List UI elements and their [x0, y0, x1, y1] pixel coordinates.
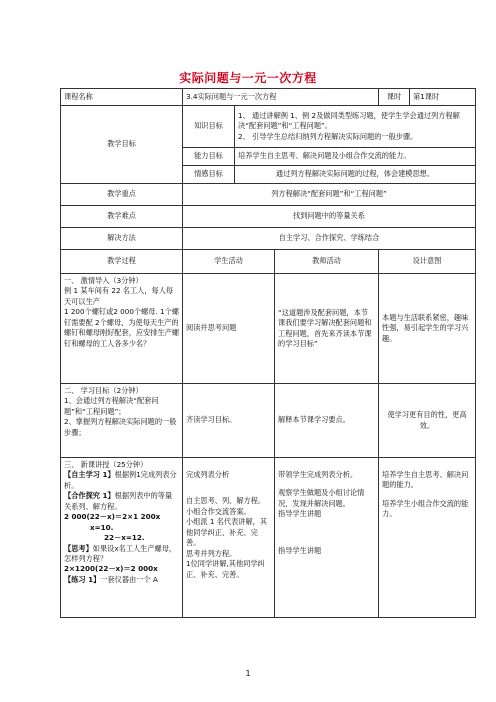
focus-value: 列方程解决“配套问题”和“工程问题”	[183, 184, 476, 206]
knowledge-value	[235, 106, 476, 148]
new-lesson-design-intent	[379, 458, 476, 618]
intro-content	[61, 274, 183, 384]
method-row	[61, 228, 476, 250]
goals-heading: 二、 学习目标（2分钟）	[64, 386, 143, 395]
knowledge-item-1: 1、 通过讲解例 1、例 2及做同类型练习题，使学生学会通过列方程解决“配套问题”和“工程问题”。	[238, 110, 460, 131]
student-activity-header: 学生活动	[183, 250, 275, 274]
intro-design-intent: 本题与生活联系紧密，趣味性强，易引起学生的学习兴趣。	[379, 274, 476, 384]
cooperative-tag: 【合作探究 1】	[64, 491, 115, 501]
teacher-activity-header: 教师活动	[275, 250, 379, 274]
student-step-2: 自主思考、列、解方程。小组合作交流答案。	[186, 496, 266, 516]
goals-item-1: 1、会通过列方程解决“配套问题”和“工程问题”；	[64, 396, 159, 416]
practice-item	[64, 575, 179, 585]
teacher-step-2: 观察学生做题及小组讨论情况，发现并解决问题。	[278, 488, 365, 508]
equation-4: 2×1200(22－x)＝2 000x	[64, 564, 158, 574]
knowledge-row	[61, 106, 476, 148]
ability-value: 培养学生自主思考、解决问题及小组合作交流的能力。	[235, 148, 476, 166]
teacher-step-3: 指导学生讲题	[278, 509, 322, 519]
intro-heading: 一、 激情导入（3分钟）	[64, 276, 143, 285]
course-label: 课程名称	[61, 89, 183, 106]
course-row	[61, 89, 476, 106]
goals-item-2: 2、掌握列方程解决实际问题的一般步骤；	[64, 417, 177, 437]
emotion-value: 通过列方程解决实际问题的过程，体会建模思想。	[235, 166, 476, 184]
hours-value: 第1课时	[410, 89, 476, 106]
intent-item-1: 培养学生自主思考、解决问题的能力。	[382, 470, 469, 490]
knowledge-item-2: 2、 引导学生总结归纳列方程解决实际问题的一般步骤。	[238, 131, 418, 141]
new-lesson-student-activity	[183, 458, 275, 618]
focus-label: 教学重点	[61, 184, 183, 206]
knowledge-label: 知识目标	[183, 106, 235, 148]
student-step-5: 1位同学讲解,其他同学纠正、补充、完善。	[186, 559, 265, 579]
goals-student-activity: 齐读学习目标。	[183, 384, 275, 458]
teacher-step-1: 带领学生完成列表分析。	[278, 470, 358, 479]
design-intent-header: 设计意图	[379, 250, 476, 274]
section-intro-row	[61, 274, 476, 384]
difficulty-row	[61, 206, 476, 228]
intro-example: 例 1 某车间有 22 名工人，每人每天可以生产	[64, 286, 174, 306]
new-lesson-heading: 三、 新课讲授（25分钟）	[64, 460, 148, 469]
method-value: 自主学习、合作探究、学练结合	[183, 228, 476, 250]
goals-label: 教学目标	[61, 106, 183, 184]
document-title: 实际问题与一元一次方程	[179, 71, 317, 85]
equation-2: x=10.	[90, 522, 114, 532]
intro-student-activity: 阅读并思考问题	[183, 274, 275, 384]
think-text: 如果设x名工人生产螺母，怎样列方程？	[64, 543, 177, 563]
self-study-tag: 【自主学习 1】	[64, 470, 115, 480]
new-lesson-content	[61, 458, 183, 618]
intro-problem: 1 200个螺钉或2 000个螺母. 1个螺钉需要配 2个螺母，为使每天生产的螺钉和螺母刚好配套，应安排生产螺钉和螺母的工人各多少名？	[64, 307, 180, 348]
think-item	[64, 544, 179, 565]
goals-teacher-activity: 解释本节课学习要点。	[275, 384, 379, 458]
think-tag: 【思考】	[64, 543, 93, 553]
practice-text: 一套仪器由一个 A	[100, 574, 158, 584]
goals-design-intent: 使学习更有目的性，更高效。	[379, 384, 476, 458]
emotion-label: 情感目标	[183, 166, 235, 184]
ability-label: 能力目标	[183, 148, 235, 166]
cooperative-text: 根据列表中的等量关系列、解方程。	[64, 491, 173, 511]
student-step-3: 小组派 1 名代表讲解，其他同学纠正、补充、完善。	[186, 517, 268, 548]
section-goals-row	[61, 384, 476, 458]
section-new-lesson-row	[61, 458, 476, 618]
student-step-1: 完成列表分析	[186, 470, 230, 479]
focus-row	[61, 184, 476, 206]
intro-teacher-activity: “这道题涉及配套问题，本节课我们要学习解决配套问题和工程问题，首先来齐读本节课的学习目标”	[275, 274, 379, 384]
cooperative-item	[64, 491, 179, 512]
method-label: 解决方法	[61, 228, 183, 250]
lesson-plan-table	[60, 88, 476, 618]
difficulty-value: 找到问题中的等量关系	[183, 206, 476, 228]
equation-3: 22－x=12.	[104, 533, 145, 543]
intent-item-2: 培养学生小组合作交流的能力。	[382, 498, 469, 519]
self-study-text: 根据例1完成列表分析。	[64, 470, 177, 490]
new-lesson-teacher-activity	[275, 458, 379, 618]
process-header: 教学过程	[61, 250, 183, 274]
difficulty-label: 教学难点	[61, 206, 183, 228]
page-number: 1	[245, 669, 251, 678]
teacher-step-4: 指导学生讲题	[278, 545, 322, 555]
student-step-4: 思考并列方程。	[186, 548, 237, 558]
goals-content	[61, 384, 183, 458]
equation-1: 2 000(22－x)＝2×1 200x	[64, 512, 161, 522]
process-header-row	[61, 250, 476, 274]
self-study-item	[64, 470, 179, 491]
hours-label: 课时	[379, 89, 410, 106]
practice-tag: 【练习 1】	[64, 574, 101, 584]
course-value: 3.4实际问题与一元一次方程	[183, 89, 379, 106]
